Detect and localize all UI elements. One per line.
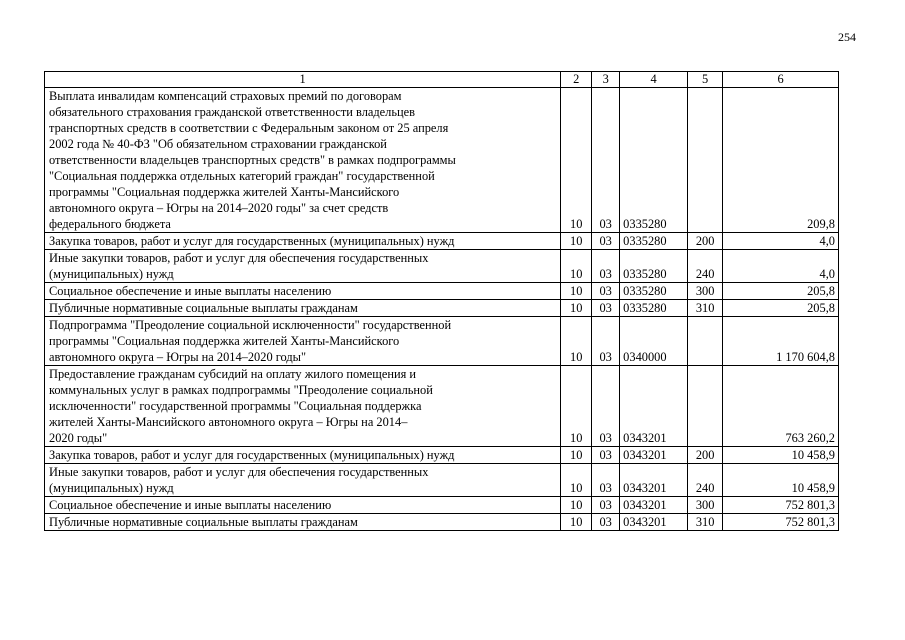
row-target-code: 0335280 (620, 88, 688, 233)
row-subsection-code: 03 (592, 300, 620, 317)
row-subsection-code: 03 (592, 283, 620, 300)
row-expense-type-code: 300 (688, 283, 723, 300)
row-amount: 10 458,9 (723, 464, 839, 497)
row-target-code: 0340000 (620, 317, 688, 366)
row-amount: 10 458,9 (723, 447, 839, 464)
row-description: Подпрограмма "Преодоление социальной исключенности" государственной программы "Социальная поддержка жителей Ханты-Мансийского автономного округа – Югры на 2014–2020 годы" (45, 317, 561, 366)
budget-table (44, 71, 839, 531)
table-row (45, 250, 839, 283)
row-description: Предоставление гражданам субсидий на оплату жилого помещения и коммунальных услуг в рамках подпрограммы "Преодоление социальной исключенности" государственной программы "Социальная поддержка жителей Ханты-Мансийского автономного округа – Югры на 2014– 2020 годы" (45, 366, 561, 447)
table-row (45, 447, 839, 464)
row-description: Социальное обеспечение и иные выплаты населению (45, 283, 561, 300)
row-subsection-code: 03 (592, 317, 620, 366)
row-subsection-code: 03 (592, 497, 620, 514)
row-target-code: 0343201 (620, 464, 688, 497)
table-row (45, 497, 839, 514)
row-subsection-code: 03 (592, 447, 620, 464)
table-body (45, 88, 839, 531)
row-expense-type-code: 200 (688, 233, 723, 250)
row-subsection-code: 03 (592, 88, 620, 233)
row-expense-type-code: 240 (688, 464, 723, 497)
row-subsection-code: 03 (592, 366, 620, 447)
row-target-code: 0343201 (620, 497, 688, 514)
row-section-code: 10 (561, 514, 592, 531)
row-amount: 4,0 (723, 250, 839, 283)
row-description: Иные закупки товаров, работ и услуг для обеспечения государственных (муниципальных) нужд (45, 464, 561, 497)
row-section-code: 10 (561, 447, 592, 464)
row-amount: 763 260,2 (723, 366, 839, 447)
row-amount: 1 170 604,8 (723, 317, 839, 366)
row-section-code: 10 (561, 88, 592, 233)
row-subsection-code: 03 (592, 233, 620, 250)
row-amount: 205,8 (723, 300, 839, 317)
row-expense-type-code (688, 317, 723, 366)
table-row (45, 300, 839, 317)
row-description: Закупка товаров, работ и услуг для государственных (муниципальных) нужд (45, 233, 561, 250)
table-row (45, 514, 839, 531)
row-section-code: 10 (561, 283, 592, 300)
row-target-code: 0335280 (620, 300, 688, 317)
table-row (45, 88, 839, 233)
row-amount: 4,0 (723, 233, 839, 250)
column-header-description: 1 (45, 72, 561, 88)
row-description: Публичные нормативные социальные выплаты гражданам (45, 300, 561, 317)
column-header-section: 2 (561, 72, 592, 88)
row-description: Иные закупки товаров, работ и услуг для обеспечения государственных (муниципальных) нужд (45, 250, 561, 283)
row-description: Закупка товаров, работ и услуг для государственных (муниципальных) нужд (45, 447, 561, 464)
row-target-code: 0343201 (620, 514, 688, 531)
row-description: Выплата инвалидам компенсаций страховых премий по договорам обязательного страхования гражданской ответственности владельцев транспортных средств в соответствии с Федеральным законом от 25 апреля 2002 года № 40-ФЗ "Об обязательном страховании гражданской ответственности владельцев транспортных средств" в рамках подпрограммы "Социальная поддержка отдельных категорий граждан" государственной программы "Социальная поддержка жителей Ханты-Мансийского автономного округа – Югры на 2014–2020 годы" за счет средств федерального бюджета (45, 88, 561, 233)
row-subsection-code: 03 (592, 250, 620, 283)
row-target-code: 0335280 (620, 283, 688, 300)
row-expense-type-code: 200 (688, 447, 723, 464)
row-section-code: 10 (561, 233, 592, 250)
table-row (45, 233, 839, 250)
row-section-code: 10 (561, 366, 592, 447)
row-subsection-code: 03 (592, 514, 620, 531)
row-expense-type-code (688, 366, 723, 447)
row-description: Социальное обеспечение и иные выплаты населению (45, 497, 561, 514)
table-row (45, 366, 839, 447)
row-target-code: 0343201 (620, 366, 688, 447)
row-expense-type-code: 300 (688, 497, 723, 514)
row-expense-type-code: 310 (688, 514, 723, 531)
table-row (45, 464, 839, 497)
column-header-subsection: 3 (592, 72, 620, 88)
row-section-code: 10 (561, 317, 592, 366)
row-subsection-code: 03 (592, 464, 620, 497)
row-section-code: 10 (561, 300, 592, 317)
row-section-code: 10 (561, 250, 592, 283)
row-expense-type-code: 310 (688, 300, 723, 317)
row-amount: 752 801,3 (723, 514, 839, 531)
row-amount: 209,8 (723, 88, 839, 233)
row-target-code: 0335280 (620, 233, 688, 250)
table-header-row (45, 72, 839, 88)
table-row (45, 317, 839, 366)
column-header-target-code: 4 (620, 72, 688, 88)
row-amount: 752 801,3 (723, 497, 839, 514)
column-header-expense-type: 5 (688, 72, 723, 88)
row-amount: 205,8 (723, 283, 839, 300)
row-expense-type-code (688, 88, 723, 233)
row-section-code: 10 (561, 497, 592, 514)
page-number: 254 (838, 30, 856, 44)
row-section-code: 10 (561, 464, 592, 497)
table-row (45, 283, 839, 300)
column-header-amount: 6 (723, 72, 839, 88)
row-expense-type-code: 240 (688, 250, 723, 283)
row-target-code: 0343201 (620, 447, 688, 464)
row-target-code: 0335280 (620, 250, 688, 283)
row-description: Публичные нормативные социальные выплаты гражданам (45, 514, 561, 531)
